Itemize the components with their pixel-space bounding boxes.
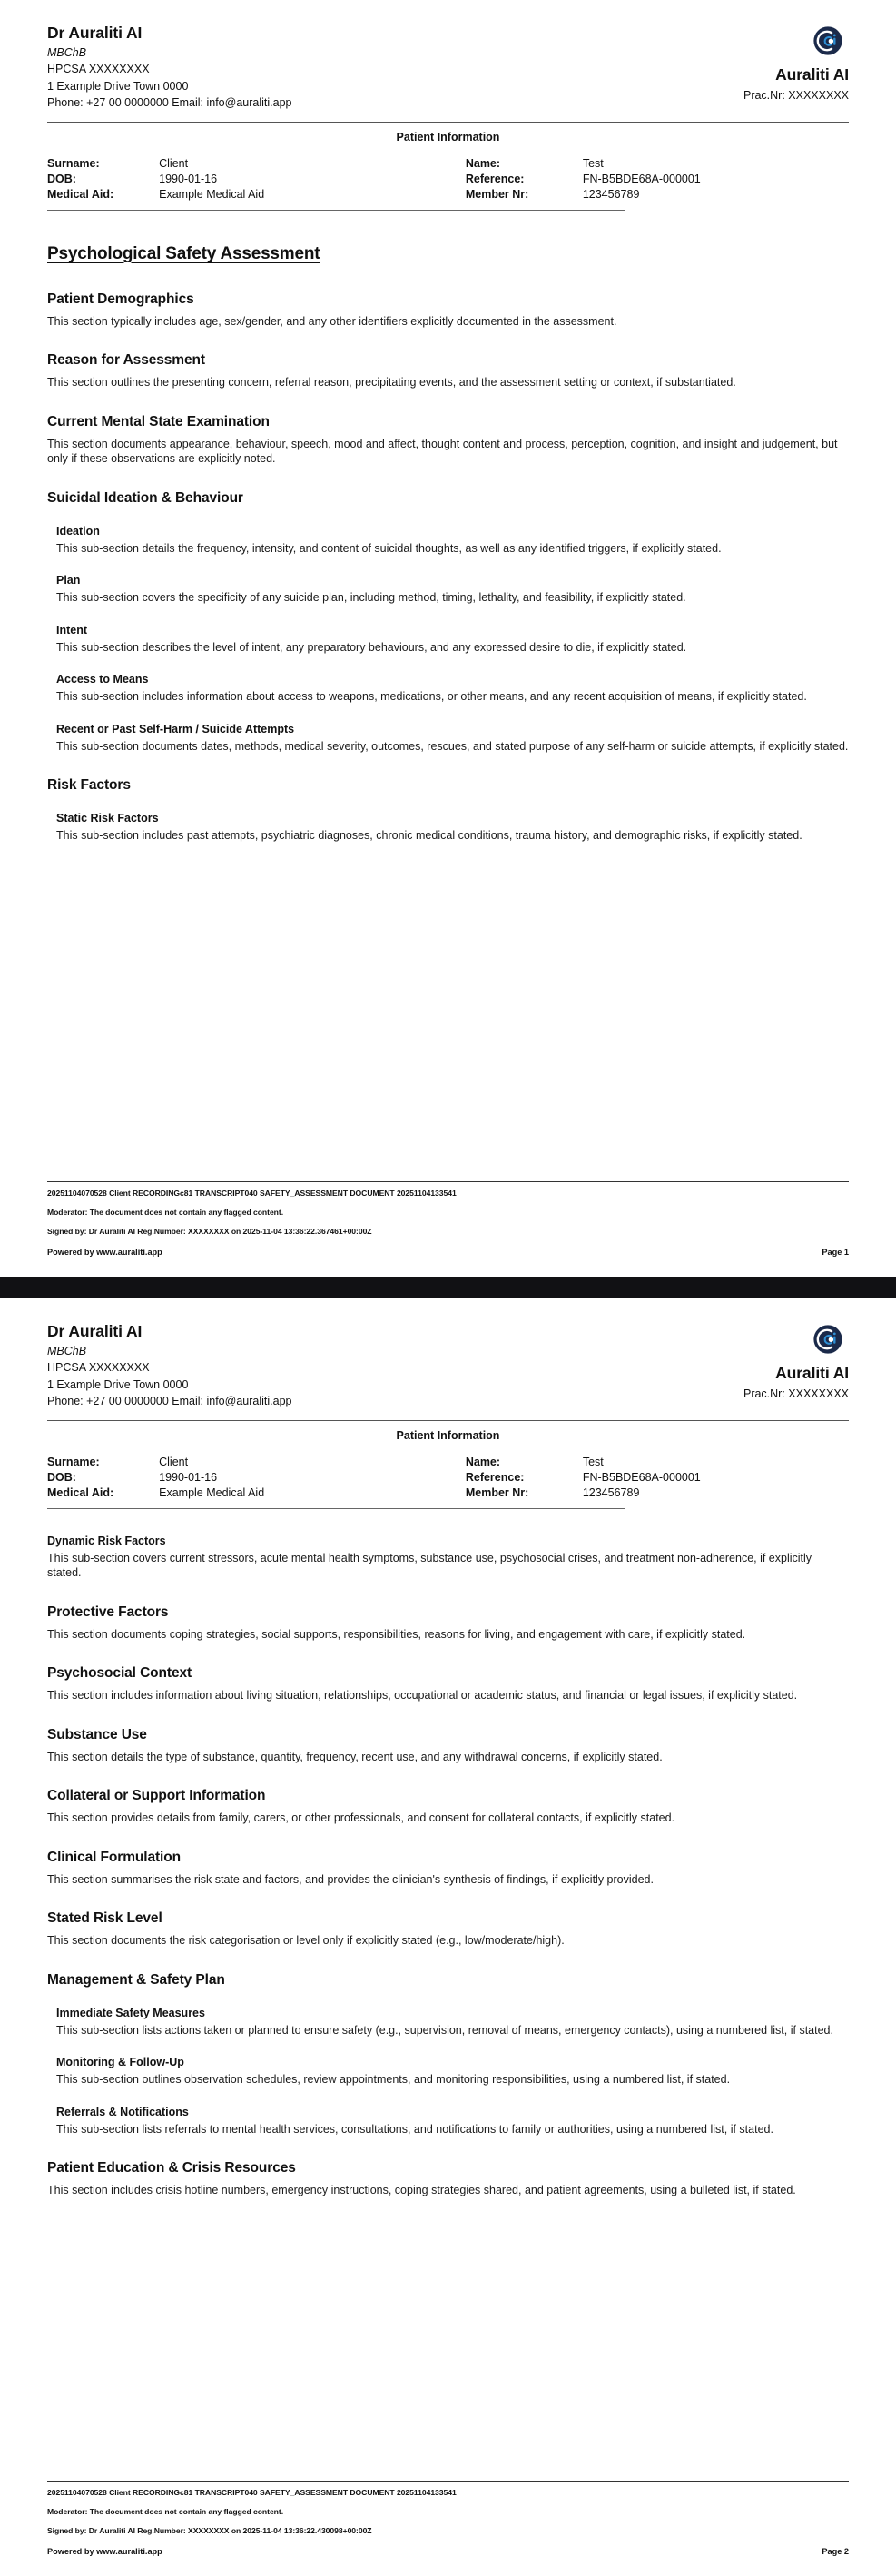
section-heading-suicidal-ideation-behaviour: Suicidal Ideation & Behaviour: [47, 489, 243, 506]
section-heading-patient-education-crisis-resources: Patient Education & Crisis Resources: [47, 2160, 296, 2176]
member-nr-label: Member Nr:: [465, 1486, 529, 1499]
section-heading-current-mental-state-examination: Current Mental State Examination: [47, 413, 270, 429]
dob-label: DOB:: [47, 173, 76, 185]
dob-value: 1990-01-16: [159, 173, 218, 185]
footer-document-reference: 20251104070528 Client RECORDINGc81 TRANSCRIPT040 SAFETY_ASSESSMENT DOCUMENT 20251104133541: [47, 2488, 457, 2497]
member-nr-value: 123456789: [582, 188, 640, 201]
section-body-patient-education-crisis-resources: This section includes crisis hotline numbers, emergency instructions, coping strategies shared, and patient agreements, using a bulleted list, if stated.: [47, 2184, 796, 2196]
reference-value: FN-B5BDE68A-000001: [582, 173, 701, 185]
practitioner-details: [47, 1324, 291, 1407]
medical-aid-value: Example Medical Aid: [159, 188, 265, 201]
table-row: [47, 1485, 849, 1501]
subsection-body-immediate-safety-measures: This sub-section lists actions taken or planned to ensure safety (e.g., supervision, removal of means, emergency contacts), using a numbered list, if stated.: [56, 2023, 833, 2037]
section-heading-management-safety-plan: Management & Safety Plan: [47, 1971, 225, 1988]
patient-information-heading: Patient Information: [396, 130, 500, 143]
section-heading-clinical-formulation: Clinical Formulation: [47, 1849, 181, 1865]
member-nr-label: Member Nr:: [465, 188, 529, 201]
subsection-heading-monitoring-follow-up: Monitoring & Follow-Up: [56, 2056, 184, 2068]
surname-value: Client: [159, 157, 189, 170]
section-body-stated-risk-level: This section documents the risk categorisation or level only if explicitly stated (e.g., low/moderate/high).: [47, 1934, 565, 1947]
subsection-heading-static-risk-factors: Static Risk Factors: [56, 812, 159, 824]
practitioner-address: 1 Example Drive Town 0000: [47, 79, 189, 93]
subsection-heading-immediate-safety-measures: Immediate Safety Measures: [56, 2006, 205, 2019]
section-body-patient-demographics: This section typically includes age, sex/gender, and any other identifiers explicitly documented in the assessment.: [47, 314, 617, 328]
table-row: [47, 1470, 849, 1485]
dob-value: 1990-01-16: [159, 1471, 218, 1484]
surname-label: Surname:: [47, 1456, 100, 1468]
brand-block: [743, 1324, 849, 1400]
brand-practice-number: Prac.Nr: XXXXXXXX: [743, 1387, 849, 1400]
letterhead-divider: [47, 122, 849, 123]
practitioner-name: Dr Auraliti AI: [47, 1322, 143, 1340]
subsection-body-dynamic-risk-factors: This sub-section covers current stressors, acute mental health symptoms, substance use, psychosocial crises, and treatment non-adherence, if explicitly stated.: [47, 1551, 812, 1579]
patient-information-table: [47, 1455, 849, 1501]
table-row: [47, 172, 849, 187]
auraliti-logo-icon: [812, 1324, 843, 1355]
section-heading-patient-demographics: Patient Demographics: [47, 291, 194, 307]
reference-label: Reference:: [465, 173, 525, 185]
footer-signature: Signed by: Dr Auraliti AI Reg.Number: XXXXXXXX on 2025-11-04 13:36:22.430098+00:00Z: [47, 2526, 372, 2535]
page-1-content: [47, 291, 849, 844]
footer-moderator-note: Moderator: The document does not contain any flagged content.: [47, 2507, 284, 2516]
medical-aid-label: Medical Aid:: [47, 188, 114, 201]
footer-signature: Signed by: Dr Auraliti AI Reg.Number: XXXXXXXX on 2025-11-04 13:36:22.367461+00:00Z: [47, 1227, 372, 1236]
section-body-reason-for-assessment: This section outlines the presenting concern, referral reason, precipitating events, and the assessment setting or context, if substantiated.: [47, 376, 736, 389]
footer-moderator-note: Moderator: The document does not contain any flagged content.: [47, 1208, 284, 1217]
subsection-body-ideation: This sub-section details the frequency, intensity, and content of suicidal thoughts, as well as any identified triggers, if explicitly stated.: [56, 541, 722, 555]
section-body-protective-factors: This section documents coping strategies, social supports, responsibilities, reasons for living, and engagement with care, if explicitly stated.: [47, 1627, 746, 1641]
subsection-heading-intent: Intent: [56, 623, 88, 637]
footer-powered-by: Powered by www.auraliti.app: [47, 2547, 162, 2556]
medical-aid-label: Medical Aid:: [47, 1486, 114, 1499]
practitioner-name: Dr Auraliti AI: [47, 24, 143, 42]
section-heading-risk-factors: Risk Factors: [47, 777, 131, 793]
page-title: Psychological Safety Assessment: [47, 243, 320, 263]
letterhead: [47, 24, 849, 109]
subsection-group-management-safety-plan: [56, 2007, 849, 2137]
section-heading-substance-use: Substance Use: [47, 1726, 147, 1742]
section-heading-collateral-or-support-information: Collateral or Support Information: [47, 1788, 266, 1803]
table-row: [47, 1455, 849, 1470]
practitioner-contact: Phone: +27 00 0000000 Email: info@auraliti.app: [47, 96, 292, 109]
reference-value: FN-B5BDE68A-000001: [582, 1471, 701, 1484]
footer-page-number: Page 1: [822, 1248, 849, 1257]
patient-information-divider: [47, 1508, 625, 1509]
footer-bottom-row: [47, 2547, 849, 2556]
subsection-heading-recent-or-past-self-harm: Recent or Past Self-Harm / Suicide Attempts: [56, 722, 295, 735]
document-page-2: [0, 1298, 896, 2576]
patient-information-table: [47, 156, 849, 202]
section-heading-reason-for-assessment: Reason for Assessment: [47, 352, 205, 368]
footer-document-reference: 20251104070528 Client RECORDINGc81 TRANSCRIPT040 SAFETY_ASSESSMENT DOCUMENT 20251104133541: [47, 1189, 457, 1198]
subsection-body-recent-or-past-self-harm: This sub-section documents dates, methods, medical severity, outcomes, rescues, and stated purpose of any self-harm or suicide attempts, if explicitly stated.: [56, 739, 849, 753]
section-body-collateral-or-support-information: This section provides details from family, carers, or other professionals, and consent for collateral contacts, if explicitly stated.: [47, 1811, 675, 1824]
brand-name: Auraliti AI: [775, 65, 849, 84]
page-2-footer: [47, 2481, 849, 2556]
brand-block: [743, 25, 849, 102]
reference-label: Reference:: [465, 1471, 525, 1484]
subsection-body-access-to-means: This sub-section includes information about access to weapons, medications, or other means, and any recent acquisition of means, if explicitly stated.: [56, 690, 807, 703]
footer-divider: [47, 2481, 849, 2482]
letterhead-divider: [47, 1420, 849, 1421]
subsection-body-intent: This sub-section describes the level of intent, any preparatory behaviours, and any expressed desire to die, if explicitly stated.: [56, 640, 687, 654]
footer-divider: [47, 1181, 849, 1182]
section-heading-protective-factors: Protective Factors: [47, 1604, 169, 1620]
page-separator: [0, 1277, 896, 1298]
subsection-body-plan: This sub-section covers the specificity of any suicide plan, including method, timing, lethality, and feasibility, if explicitly stated.: [56, 591, 686, 604]
practitioner-hpcsa: HPCSA XXXXXXXX: [47, 63, 150, 75]
subsection-group-suicidal-ideation: [56, 525, 849, 755]
name-value: Test: [582, 157, 604, 170]
brand-name: Auraliti AI: [775, 1364, 849, 1382]
footer-page-number: Page 2: [822, 2547, 849, 2556]
subsection-group-risk-factors: [56, 812, 849, 844]
member-nr-value: 123456789: [582, 1486, 640, 1499]
practitioner-contact: Phone: +27 00 0000000 Email: info@auraliti.app: [47, 1395, 292, 1407]
name-label: Name:: [465, 1456, 501, 1468]
patient-information-heading: Patient Information: [396, 1428, 500, 1442]
section-body-psychosocial-context: This section includes information about living situation, relationships, occupational or academic status, and financial or legal issues, if explicitly stated.: [47, 1689, 798, 1702]
subsection-heading-referrals-notifications: Referrals & Notifications: [56, 2105, 189, 2118]
page-1-footer: [47, 1181, 849, 1257]
subsection-heading-dynamic-risk-factors: Dynamic Risk Factors: [47, 1534, 166, 1547]
brand-practice-number: Prac.Nr: XXXXXXXX: [743, 89, 849, 102]
section-body-clinical-formulation: This section summarises the risk state and factors, and provides the clinician's synthesis of findings, if explicitly provided.: [47, 1872, 654, 1886]
medical-aid-value: Example Medical Aid: [159, 1486, 265, 1499]
practitioner-details: [47, 25, 291, 109]
letterhead: [47, 1322, 849, 1407]
surname-value: Client: [159, 1456, 189, 1468]
dob-label: DOB:: [47, 1471, 76, 1484]
section-body-current-mental-state-examination: This section documents appearance, behaviour, speech, mood and affect, thought content and process, perception, cognition, and insight and judgement, but only if these observations are explicitly noted.: [47, 437, 838, 465]
subsection-heading-access-to-means: Access to Means: [56, 673, 149, 686]
subsection-body-referrals-notifications: This sub-section lists referrals to mental health services, consultations, and notifications to family or authorities, using a numbered list, if stated.: [56, 2122, 773, 2136]
practitioner-address: 1 Example Drive Town 0000: [47, 1377, 189, 1391]
table-row: [47, 187, 849, 202]
practitioner-hpcsa: HPCSA XXXXXXXX: [47, 1361, 150, 1374]
practitioner-qualification: MBChB: [47, 45, 87, 59]
auraliti-logo-icon: [812, 25, 843, 56]
table-row: [47, 156, 849, 172]
section-body-substance-use: This section details the type of substance, quantity, frequency, recent use, and any withdrawal concerns, if explicitly stated.: [47, 1750, 663, 1763]
page-2-content: [47, 1535, 849, 2198]
document-page-1: [0, 0, 896, 1277]
footer-powered-by: Powered by www.auraliti.app: [47, 1248, 162, 1257]
practitioner-qualification: MBChB: [47, 1344, 87, 1357]
subsection-body-static-risk-factors: This sub-section includes past attempts, psychiatric diagnoses, chronic medical conditions, trauma history, and demographic risks, if explicitly stated.: [56, 829, 802, 842]
patient-information-divider: [47, 210, 625, 211]
name-label: Name:: [465, 157, 501, 170]
section-heading-stated-risk-level: Stated Risk Level: [47, 1910, 162, 1926]
subsection-heading-plan: Plan: [56, 574, 81, 587]
section-heading-psychosocial-context: Psychosocial Context: [47, 1665, 192, 1681]
surname-label: Surname:: [47, 157, 100, 170]
name-value: Test: [582, 1456, 604, 1468]
subsection-heading-ideation: Ideation: [56, 524, 100, 538]
subsection-body-monitoring-follow-up: This sub-section outlines observation schedules, review appointments, and monitoring responsibilities, using a numbered list, if stated.: [56, 2073, 731, 2086]
footer-bottom-row: [47, 1248, 849, 1257]
